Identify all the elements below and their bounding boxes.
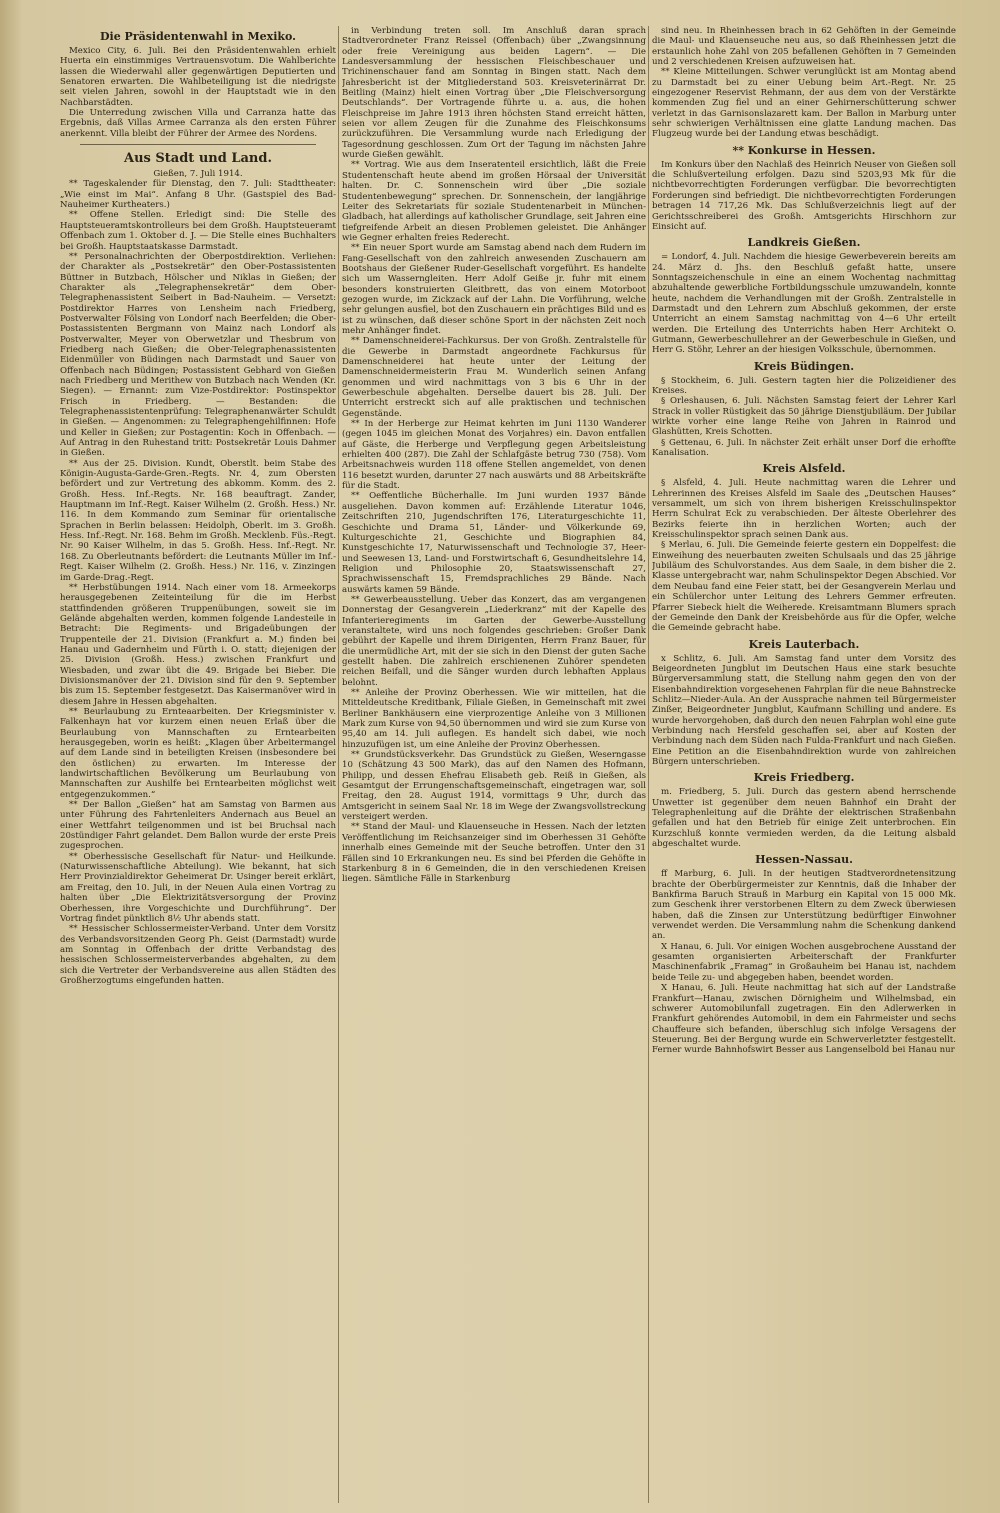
region-heading: Kreis Alsfeld. [762,462,846,476]
article-paragraph: ** Personalnachrichten der Oberpostdirektion. Verliehen: der Charakter als „Postsekretär“ den Ober-Postassistenten Büttner in Butzbach, Hölscher und Niklas in Gießen; der Charakter als „Telegraphensekretär“ dem Ober-Telegraphenassistent Seibert in Bad-Nauheim. — Versetzt: Postdirektor Harres von Lensheim nach Friedberg, Postverwalter Fölsing von Londorf nach Beerfelden; die Ober-Postassistenten Bergmann von Mainz nach Londorf als Postverwalter, Meyer von Oberwetzlar und Thesbrum von Friedberg nach Gießen; die Ober-Telegraphenassistenten Eidenmüller von Büdingen nach Darmstadt und Sauer von Offenbach nach Büdingen; Postassistent Gebhard von Gießen nach Friedberg und Merithew von Butzbach nach Wenden (Kr. Siegen). — Ernannt: zum Vize-Postdirektor: Postinspektor Frisch in Friedberg. — Bestanden: die Telegraphenassistentenprüfung: Telegraphenanwärter Schuldt in Gießen. — Angenommen: zu Telegraphengehilfinnen: Hofe und Keller in Gießen; zur Postagentin: Koch in Offenbach. — Auf Antrag in den Ruhestand tritt: Postsekretär Louis Dahmer in Gießen. [60,251,336,459]
article-paragraph: ** Damenschneiderei-Fachkursus. Der von Großh. Zentralstelle für die Gewerbe in Darmstadt angeordnete Fachkursus für Damenschneiderei hat heute unter der Leitung der Damenschneidermeisterin Frau M. Wunderlich seinen Anfang genommen und wird nachmittags von 3 bis 6 Uhr in der Gewerbeschule abgehalten. Derselbe dauert bis 28. Juli. Der Unterricht erstreckt sich auf alle praktischen und technischen Gegenstände. [342,336,646,419]
article-paragraph: ** Gewerbeausstellung. Ueber das Konzert, das am vergangenen Donnerstag der Gesangverein „Liederkranz“ mit der Kapelle des Infanterieregiments im Garten der Gewerbe-Ausstellung veranstaltete, wird uns noch folgendes geschrieben: Großer Dank gebührt der Kapelle und ihrem Dirigenten, Herrn Franz Bauer, für die unermüdliche Art, mit der sie sich in den Dienst der guten Sache gestellt haben. Die zahlreich erschienenen Zuhörer spendeten reichen Beifall, und die Sänger wurden durch lebhaften Applaus belohnt. [342,594,646,688]
region-heading: Kreis Friedberg. [753,771,855,785]
article-paragraph: § Gettenau, 6. Juli. In nächster Zeit erhält unser Dorf die erhoffte Kanalisation. [652,437,956,459]
article-paragraph: x Schlitz, 6. Juli. Am Samstag fand unter dem Vorsitz des Beigeordneten Jungblut im Deutschen Haus eine stark besuchte Bürgerversammlung statt, die Stellung nahm gegen den von der Eisenbahndirektion vorgesehenen Fahrplan für die neue Bahnstrecke Schlitz—Nieder-Aula. An der Aussprache nahmen teil Bürgermeister Zinßer, Beigeordneter Jungblut, Kaufmann Schilling und andere. Es wurde hervorgehoben, daß durch den neuen Fahrplan wohl eine gute Verbindung nach Hersfeld geschaffen sei, aber auf Kosten der Verbindung nach dem Süden nach Fulda-Frankfurt und nach Gießen. Eine Petition an die Eisenbahndirektion wurde von zahlreichen Bürgern unterschrieben. [652,653,956,767]
column-left [60,26,336,1503]
article-paragraph: Im Konkurs über den Nachlaß des Heinrich Neuser von Gießen soll die Schlußverteilung erfolgen. Dazu sind 5203,93 Mk für die nichtbevorrechtigten Forderungen verfügbar. Die bevorrechtigten Forderungen sind befriedigt. Die nichtbevorrechtigten Forderungen betragen 14 717,26 Mk. Das Schlußverzeichnis liegt auf der Gerichtsschreiberei des Großh. Amtsgerichts Hirschhorn zur Einsicht auf. [652,159,956,232]
article-paragraph: X Hanau, 6. Juli. Vor einigen Wochen ausgebrochene Ausstand der gesamten organisierten Arbeiterschaft der Frankfurter Maschinenfabrik „Framag“ in Großauheim bei Hanau ist, nachdem beide Teile zu- und abgegeben haben, beendet worden. [652,941,956,983]
article-paragraph: ff Marburg, 6. Juli. In der heutigen Stadtverordnetensitzung brachte der Oberbürgermeister zur Kenntnis, daß die Inhaber der Bankfirma Baruch Strauß in Marburg ein Kapital von 15 000 Mk. zum Geschenk ihrer verstorbenen Eltern zu dem Zweck überwiesen haben, daß die Zinsen zur Unterstützung bedürftiger Einwohner verwendet werden. Die Versammlung nahm die Schenkung dankend an. [652,869,956,942]
article-paragraph: ** Hessischer Schlossermeister-Verband. Unter dem Vorsitz des Verbandsvorsitzenden Georg Ph. Geist (Darmstadt) wurde am Sonntag in Offenbach der dritte Verbandstag des hessischen Schlossermeisterverbandes abgehalten, zu dem sich die Vertreter der Verbandsvereine aus allen Städten des Großherzogtums eingefunden hatten. [60,924,336,986]
article-paragraph: sind neu. In Rheinhessen brach in 62 Gehöften in der Gemeinde die Maul- und Klauenseuche neu aus, so daß Rheinhessen jetzt die erstaunlich hohe Zahl von 205 befallenen Gehöften in 7 Gemeinden und 2 verschiedenen Kreisen aufzuweisen hat. [652,26,956,68]
article-paragraph: ** Der Ballon „Gießen“ hat am Samstag von Barmen aus unter Führung des Fahrtenleiters Andernach aus Beuel an einer Wettfahrt teilgenommen und ist bei Bruchsal nach 20stündiger Fahrt gelandet. Dem Ballon wurde der erste Preis zugesprochen. [60,800,336,852]
section-divider [80,144,316,145]
article-heading-mexico: Die Präsidentenwahl in Mexiko. [100,30,296,43]
dateline: Gießen, 7. Juli 1914. [153,169,243,180]
page-binding-edge [0,0,22,1513]
article-paragraph: § Alsfeld, 4. Juli. Heute nachmittag waren die Lehrer und Lehrerinnen des Kreises Alsfeld im Saale des „Deutschen Hauses“ versammelt, um sich von ihrem bisherigen Kreisschulinspektor Herrn Schulrat Eck zu verabschieden. Der älteste Oberlehrer des Bezirks feierte ihn in herzlichen Worten; auch der Kreisschulinspektor sprach seinen Dank aus. [652,478,956,541]
section-heading-local: Aus Stadt und Land. [124,151,272,167]
region-heading: Landkreis Gießen. [747,236,861,250]
article-paragraph: ** In der Herberge zur Heimat kehrten im Juni 1130 Wanderer (gegen 1045 im gleichen Monat des Vorjahres) ein. Davon entfallen auf Gäste, die Herberge und Verpflegung gegen Arbeitsleistung erhielten 400 (287). Die Zahl der Schlafgäste betrug 730 (758). Vom Arbeitsnachweis wurden 118 offene Stellen angemeldet, von denen 116 besetzt wurden, darunter 27 nach auswärts und 88 Arbeitskräfte für die Stadt. [342,419,646,492]
article-paragraph: in Verbindung treten soll. Im Anschluß daran sprach Stadtverordneter Franz Reissel (Offenbach) über „Zwangsinnung oder freie Vereinigung aus beiden Lagern“. — Die Landesversammlung der hessischen Fleischbeschauer und Trichinenschauer fand am Sonntag in Bingen statt. Nach dem Jahresbericht ist der Mitgliederstand 503. Kreisveterinärrat Dr. Beitling (Mainz) hielt einen Vortrag über „Die Fleischversorgung Deutschlands“. Der Vortragende führte u. a. aus, die hohen Fleischpreise im Jahre 1913 ihren höchsten Stand erreicht hätten, seien vor allem Zeugen für die Zunahme des Fleischkonsums zurückzuführen. Die Versammlung wurde nach Erledigung der Tagesordnung geschlossen. Zum Ort der Tagung im nächsten Jahre wurde Gießen gewählt. [342,26,646,161]
article-paragraph: Die Unterredung zwischen Villa und Carranza hatte das Ergebnis, daß Villas Armee Carranza als den ersten Führer anerkennt. Villa bleibt der Führer der Armee des Nordens. [60,108,336,139]
region-heading: Kreis Büdingen. [753,359,855,373]
article-paragraph: = Londorf, 4. Juli. Nachdem die hiesige Gewerbeverein bereits am 24. März d. Jhs. den Beschluß gefaßt hatte, unsere Sonntagszeichenschule in eine an einem Wochentag nachmittag abzuhaltende gewerbliche Fortbildungsschule umzuwandeln, konnte heute, nachdem die Verhandlungen mit der Großh. Zentralstelle in Darmstadt und den Lehrern zum Abschluß gekommen, der erste Unterricht an einem Samstag nachmittag von 4—6 Uhr erteilt werden. Die Erteilung des Unterrichts haben Herr Architekt O. Gutmann, Gewerbeschullehrer an der Gewerbeschule in Gießen, und Herr G. Stöhr, Lehrer an der hiesigen Volksschule, übernommen. [652,252,956,356]
article-paragraph: ** Tageskalender für Dienstag, den 7. Juli: Stadttheater: „Wie einst im Mai“. Anfang 8 Uhr. (Gastspiel des Bad-Nauheimer Kurtheaters.) [60,179,336,211]
article-heading-konkurse: ** Konkurse in Hessen. [732,143,876,157]
column-rule [338,26,339,1503]
article-paragraph: X Hanau, 6. Juli. Heute nachmittag hat sich auf der Landstraße Frankfurt—Hanau, zwischen Dörnigheim und Wilhelmsbad, ein schwerer Automobilunfall zugetragen. Ein den Adlerwerken in Frankfurt gehörendes Automobil, in dem ein Fahrmeister und sechs Chauffeure sich befanden, überschlug sich infolge Versagens der Steuerung. Bei der Bergung wurde ein Schwerverletzter festgestellt. Ferner wurde Bahnhofswirt Besser aus Langenselbold bei Hanau nur [652,983,956,1056]
article-paragraph: ** Oberhessische Gesellschaft für Natur- und Heilkunde. (Naturwissenschaftliche Abteilung). Wie bekannt, hat sich Herr Provinzialdirektor Geheimerat Dr. Usinger bereit erklärt, am Freitag, den 10. Juli, in der Neuen Aula einen Vortrag zu halten über „Die Elektrizitätsversorgung der Provinz Oberhessen, ihre Vorgeschichte und Durchführung“. Der Vortrag findet pünktlich 8½ Uhr abends statt. [60,851,336,924]
article-paragraph: ** Offene Stellen. Erledigt sind: Die Stelle des Hauptsteueramtskontrolleurs bei dem Großh. Hauptsteueramt Offenbach zum 1. Oktober d. J. — Die Stelle eines Buchhalters bei Großh. Hauptstaatskasse Darmstadt. [60,210,336,252]
article-paragraph: Mexico City, 6. Juli. Bei den Präsidentenwahlen erhielt Huerta ein einstimmiges Vertrauensvotum. Die Wahlberichte lassen die Wiederwahl aller gegenwärtigen Deputierten und Senatoren erwarten. Die Wahlbeteiligung ist die niedrigste seit vielen Jahren, sowohl in der Hauptstadt wie in den Nachbarstädten. [60,46,336,108]
article-paragraph: ** Ein neuer Sport wurde am Samstag abend nach dem Rudern im Fang-Gesellschaft von den zahlreich anwesenden Zuschauern am Bootshaus der Gießener Ruder-Gesellschaft vorgeführt. Es handelte sich um Wasserngleiten. Herr Adolf Geiße jr. fuhr mit einem besonders konstruierten Gleitbrett, das von einem Motorboot gezogen wurde, im Zickzack auf der Lahn. Die Vorführung, welche sehr gelungen ausfiel, bot den Zuschauern ein prächtiges Bild und es ist zu wünschen, daß dieser schöne Sport in der nächsten Zeit noch mehr Anhänger findet. [342,243,646,336]
article-paragraph: ** Herbstübungen 1914. Nach einer vom 18. Armeekorps herausgegebenen Zeiteinteilung für die im Herbst stattfindenden größeren Truppenübungen, soweit sie im Gelände abgehalten werden, kommen folgende Landesteile in Betracht: Die Regiments- und Brigadeübungen der Truppenteile der 21. Division (Frankfurt a. M.) finden bei Hanau und Gadernheim und Fürth i. O. statt; diejenigen der 25. Division (Großh. Hess.) zwischen Frankfurt und Wiesbaden, und zwar übt die 49. Brigade bei Bieber. Die Divisionsmanöver der 21. Division sind für den 9. September bis zum 15. September festgesetzt. Das Kaisermanöver wird in diesem Jahre in Hessen abgehalten. [60,582,336,707]
article-paragraph: ** Grundstücksverkehr. Das Grundstück zu Gießen, Weserngasse 10 (Schätzung 43 500 Mark), das auf den Namen des Hofmann, Philipp, und dessen Ehefrau Elisabeth geb. Reiß in Gießen, als Gesamtgut der Errungenschaftsgemeinschaft, eingetragen war, soll Freitag, den 28. August 1914, vormittags 9 Uhr, durch das Amtsgericht in seinem Saal Nr. 18 im Wege der Zwangsvollstreckung versteigert werden. [342,750,646,823]
article-paragraph: ** Oeffentliche Bücherhalle. Im Juni wurden 1937 Bände ausgeliehen. Davon kommen auf: Erzählende Literatur 1046, Zeitschriften 210, Jugendschriften 176, Literaturgeschichte 11, Geschichte und Drama 51, Länder- und Völkerkunde 69, Kulturgeschichte 21, Geschichte und Biographien 84, Kunstgeschichte 17, Naturwissenschaft und Technologie 37, Heer- und Seewesen 13, Land- und Forstwirtschaft 6, Gesundheitslehre 14, Religion und Philosophie 20, Staatswissenschaft 27, Sprachwissenschaft 15, Fremdsprachliches 29 Bände. Nach auswärts kamen 59 Bände. [342,491,646,595]
article-paragraph: ** Anleihe der Provinz Oberhessen. Wie wir mitteilen, hat die Mitteldeutsche Kreditbank, Filiale Gießen, in Gemeinschaft mit zwei Berliner Bankhäusern eine vierprozentige Anleihe von 3 Millionen Mark zum Kurse von 94,50 übernommen und wird sie zum Kurse von 95,40 am 14. Juli auflegen. Es handelt sich dabei, wie noch hinzuzufügen ist, um eine Anleihe der Provinz Oberhessen. [342,688,646,750]
article-paragraph: § Stockheim, 6. Juli. Gestern tagten hier die Polizeidiener des Kreises. [652,375,956,396]
column-right [652,26,956,1503]
article-paragraph: ** Stand der Maul- und Klauenseuche in Hessen. Nach der letzten Veröffentlichung im Reichsanzeiger sind im Oberhessen 31 Gehöfte innerhalb eines Gemeinde mit der Seuche betroffen. Unter den 31 Fällen sind 10 Erkrankungen neu. Es sind bei Pferden die Gehöfte in Starkenburg 8 in 6 Gemeinden, die in den verschiedenen Kreisen liegen. Sämtliche Fälle in Starkenburg [342,822,646,885]
article-paragraph: § Orleshausen, 6. Juli. Nächsten Samstag feiert der Lehrer Karl Strack in voller Rüstigkeit das 50 jährige Dienstjubiläum. Der Jubilar wirkte vorher eine lange Reihe von Jahren in Rainrod und Glashütten, Kreis Schotten. [652,396,956,438]
region-heading: Kreis Lauterbach. [748,637,860,651]
article-paragraph: ** Kleine Mitteilungen. Schwer verunglückt ist am Montag abend zu Darmstadt bei zu einer Uebung beim Art.-Regt. Nr. 25 eingezogener Reservist Rehmann, der aus dem von der Verstärkte kommenden Zug fiel und an einer Gehirnerschütterung schwer verletzt in das Garnisonslazarett kam. Der Ballon in Marburg unter sehr schwierigen Verhältnissen eine glatte Landung machen. Das Flugzeug wurde bei der Landung etwas beschädigt. [652,67,956,140]
article-paragraph: ** Aus der 25. Division. Kundt, Oberstlt. beim Stabe des Königin-Augusta-Garde-Gren.-Regts. Nr. 4, zum Obersten befördert und zur Vertretung des abkomm. Komm. des 2. Großh. Hess. Inf.-Regts. Nr. 168 beauftragt. Zander, Hauptmann im Inf.-Regt. Kaiser Wilhelm (2. Großh. Hess.) Nr. 116. In dem Kommando zum Seminar für orientalische Sprachen in Berlin belassen: Heidolph, Oberlt. im 3. Großh. Hess. Inf.-Regt. Nr. 168. Behm im Großh. Mecklenb. Füs.-Regt. Nr. 90 Kaiser Wilhelm, in das 5. Großh. Hess. Inf.-Regt. Nr. 168. Zu Oberleutnants befördert: die Leutnants Müller im Inf.-Regt. Kaiser Wilhelm (2. Großh. Hess.) Nr. 116, v. Zinzingen im Garde-Drag.-Regt. [60,458,336,583]
article-paragraph: § Merlau, 6. Juli. Die Gemeinde feierte gestern ein Doppelfest: die Einweihung des neuerbauten zweiten Schulsaals und das 25 jährige Jubiläum des Schulvorstandes. Aus dem Saale, in dem bisher die 2. Klasse untergebracht war, nahm Schulinspektor Degen Abschied. Vor dem Neubau fand eine Feier statt, bei der Gesangverein Merlau und ein Schülerchor unter Leitung des Lehrers Gemmer erfreuten. Pfarrer Siebeck hielt die Weiherede. Kreisamtmann Blumers sprach der Gemeinde den Dank der Kreisbehörde aus für die Opfer, welche die Gemeinde gebracht habe. [652,540,956,634]
column-rule [648,26,649,1503]
column-middle [342,26,646,1503]
region-heading: Hessen-Nassau. [755,853,853,867]
article-paragraph: m. Friedberg, 5. Juli. Durch das gestern abend herrschende Unwetter ist gegenüber dem neuen Bahnhof ein Draht der Telegraphenleitung auf die Drähte der elektrischen Straßenbahn gefallen und hat den Betrieb für einige Zeit unterbrochen. Ein Kurzschluß konnte vermieden werden, da die Leitung alsbald abgeschaltet wurde. [652,787,956,850]
article-paragraph: ** Vortrag. Wie aus dem Inseratenteil ersichtlich, läßt die Freie Studentenschaft heute abend im großen Hörsaal der Universität halten. Dr. C. Sonnenschein wird über „Die soziale Studentenbewegung“ sprechen. Dr. Sonnenschein, der langjährige Leiter des Sekretariats für soziale Studentenarbeit in München-Gladbach, hat allerdings auf katholischer Grundlage, seit Jahren eine tiefgreifende Arbeit an diesen Problemen geleistet. Die Anhänger wie Gegner erhalten freies Rederecht. [342,160,646,243]
article-paragraph: ** Beurlaubung zu Ernteaarbeiten. Der Kriegsminister v. Falkenhayn hat vor kurzem einen neuen Erlaß über die Beurlaubung von Mannschaften zu Erntearbeiten herausgegeben, worin es heißt: „Klagen über Arbeitermangel auf dem Lande sind in beteiligten Kreisen (insbesondere bei den östlichen) zu erwarten. Im Interesse der landwirtschaftlichen Bevölkerung um Beurlaubung von Mannschaften zur Aushilfe bei Erntearbeiten möglichst weit entgegenzukommen.“ [60,706,336,800]
